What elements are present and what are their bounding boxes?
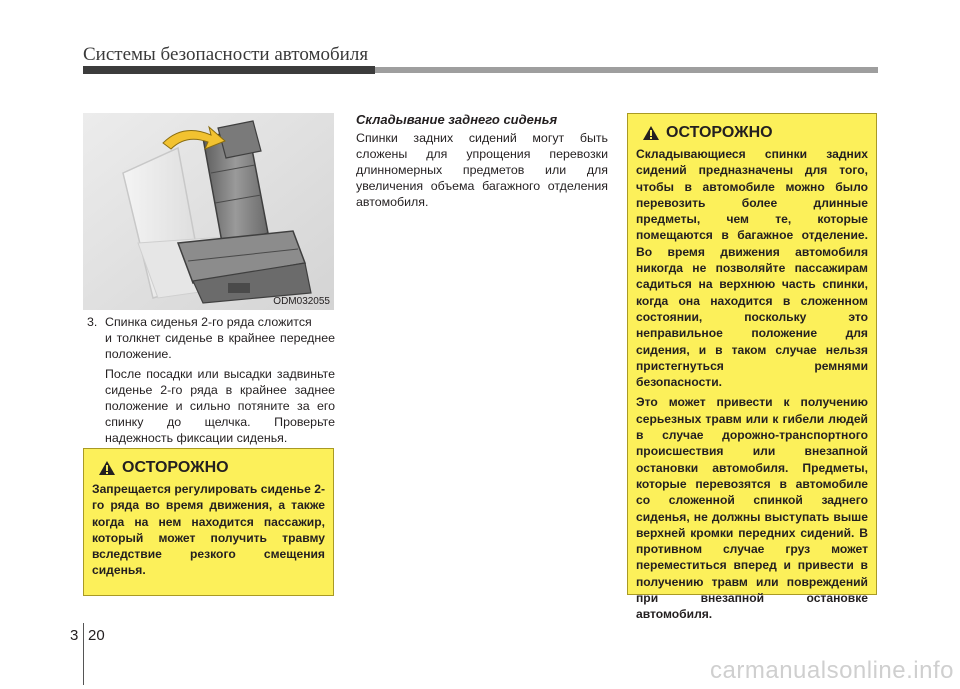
warning-title: ОСТОРОЖНО	[122, 459, 229, 476]
instruction-step	[87, 314, 335, 446]
step-subtext: После посадки или высадки задвиньте сиденье 2-го ряда в крайнее заднее положение и сильно потяните за его спинку до щелчка. Проверьте надежность фиксации сиденья.	[105, 367, 335, 445]
warning-paragraph-1: Складывающиеся спинки задних сидений предназначены для того, чтобы в автомобиле можно было перевозить более длинные предметы, чем те, которые помещаются в багажное отделение. Во время движения автомобиля никогда не позволяйте пассажирам садиться на верхнюю часть спинки, когда она находится в сложенном состоянии, поскольку это неправильное положение для сидения, и в таком случае нельзя пристегнуться ремнями безопасности.	[636, 147, 868, 390]
page-header-title: Системы безопасности автомобиля	[83, 44, 369, 65]
warning-triangle-icon	[98, 460, 116, 476]
footer-divider	[83, 623, 84, 685]
warning-text: Запрещается регулировать сиденье 2-го ряда во время движения, а также когда на нем находится пассажир, который может получить травму вследствие резкого смещения сиденья.	[92, 482, 325, 578]
folding-seat-illustration	[83, 113, 334, 310]
step-text: и толкнет сиденье в крайнее переднее положение.	[105, 331, 335, 361]
header-rule-accent	[83, 66, 375, 74]
watermark: carmanualsonline.info	[710, 657, 954, 684]
section-title: Складывание заднего сиденья	[356, 112, 558, 127]
step-first-line: Спинка сиденья 2-го ряда сложится	[105, 315, 312, 329]
warning-paragraph-2: Это может привести к получению серьезных травм или к гибели людей в случае дорожно-транспортного происшествия или внезапной остановки автомобиля. Предметы, которые перевозятся в автомобиле со сложенной спинкой заднего сиденья, не должны выступать выше верхней кромки передних сидений. В противном случае груз может переместиться вперед и привести в получению травм или повреждений при внезапной остановке автомобиля.	[636, 395, 868, 622]
section-number: 3	[70, 627, 79, 644]
warning-header	[642, 124, 868, 142]
page-number: 20	[88, 627, 105, 644]
warning-title: ОСТОРОЖНО	[666, 124, 773, 141]
step-number: 3.	[87, 315, 98, 329]
warning-text	[636, 146, 868, 623]
warning-header	[98, 459, 325, 477]
section-body: Спинки задних сидений могут быть сложены для упрощения перевозки длинномерных предметов или для увеличения объема багажного отделения автомобиля.	[356, 131, 608, 209]
figure-code: ODM032055	[273, 296, 330, 307]
warning-box-right	[627, 113, 877, 622]
warning-box-left	[83, 448, 334, 596]
warning-triangle-icon	[642, 125, 660, 141]
folding-seat-figure	[83, 113, 334, 310]
